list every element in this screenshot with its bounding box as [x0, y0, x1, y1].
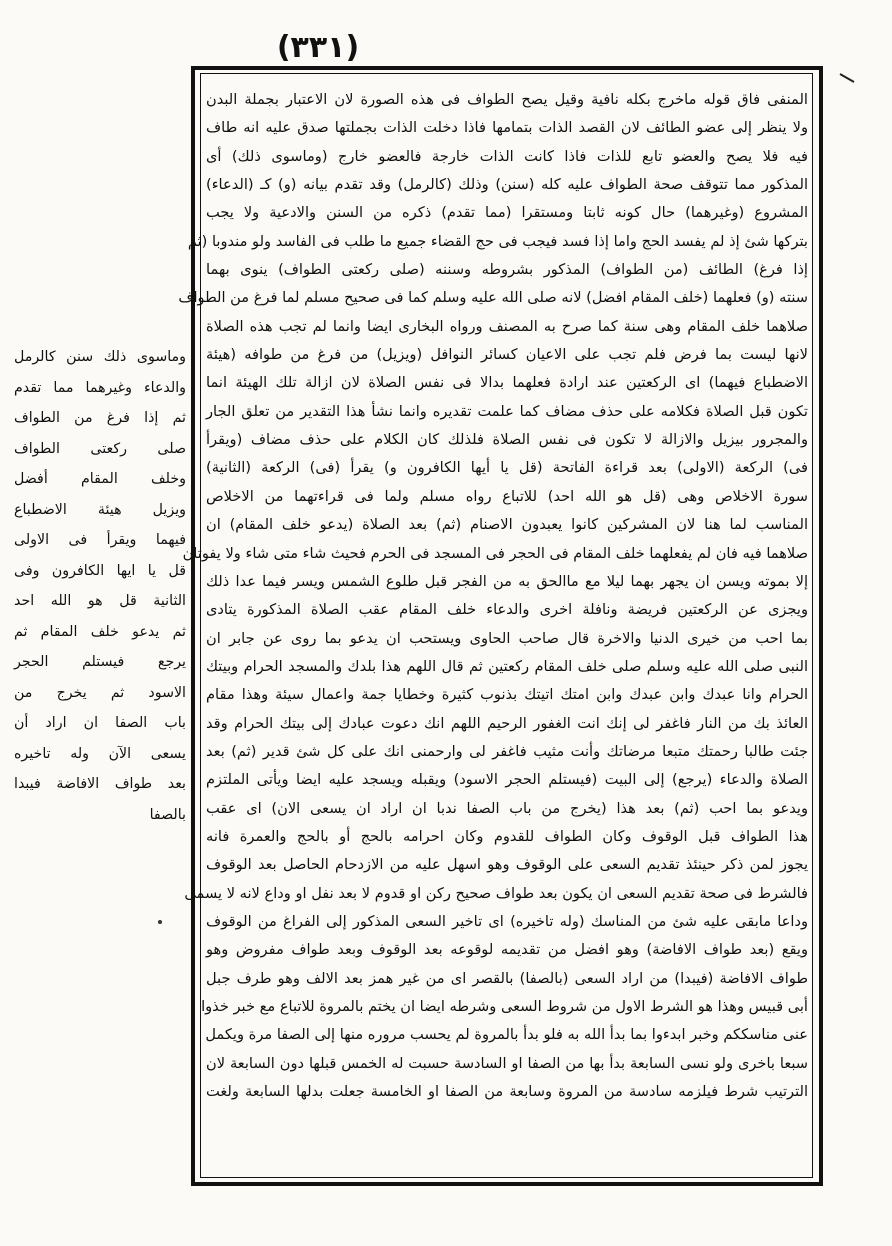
- text-line: إلا بموته ويسن ان يجهر بهما ليلا مع ماالحق به من الفجر قبل طلوع الشمس ويسر فيما عدا ذلك: [206, 572, 808, 590]
- margin-line: فيهما ويقرأ فى الاولى: [14, 532, 186, 548]
- text-line: فى) الركعة (الاولى) بعد قراءة الفاتحة (قل يا أيها الكافرون و) يقرأ (فى) الركعة (الثانية): [206, 459, 808, 477]
- text-line: المذكور مما تتوقف صحة الطواف عليه كله (سنن) وذلك (كالرمل) وقد تقدم بيانه (و) كـ (الدعاء): [206, 176, 808, 194]
- main-commentary-text: [178, 86, 808, 1172]
- margin-line: بعد طواف الافاضة فيبدا: [14, 776, 186, 792]
- text-line: لانها ليست بما فرض فلم تجب على الاعيان كسائر النوافل (ويزيل) من فرغ من طوافه (هيئة: [206, 346, 808, 364]
- text-line: الحرام وانا عبدك وابن عبدك وابن امتك اتيتك بذنوب كثيرة وخطايا جمة واعمال سيئة وهذا مقام: [206, 686, 808, 704]
- text-line: سبعا باخرى ولو نسى السابعة بدأ بها من الصفا او السادسة حسبت له الخمس قبلها دون السابعة لان: [206, 1054, 808, 1072]
- text-line: عنى مناسككم وخبر ابدءوا بما بدأ الله به فلو بدأ بالمروة لم يحسب مروره منها إلى الصفا مرة ويكمل: [205, 1026, 808, 1044]
- text-line: ويجزى عن الركعتين فريضة ونافلة اخرى والدعاء خلف المقام عقب الصلاة المذكورة يتادى: [206, 601, 808, 619]
- text-line: ويقع (بعد طواف الافاضة) وهو افضل من تقديمه لوقوعه بعد الوقوف وبعد طواف مفروض وهو: [206, 941, 808, 959]
- text-line: هذا الطواف قبل الوقوف وكان الطواف للقدوم وكان احرامه بالحج أو بالحج والعمرة فانه: [206, 827, 808, 845]
- text-line: بتركها شئ إذ لم يفسد الحج واما إذا فسد فيجب فى حج القضاء جميع ما طلب فى الفاسد ولو مندوبا (ثم: [187, 232, 808, 250]
- text-line: الاضطباع فيهما) اى الركعتين عند ارادة فعلهما بدالا فى نفس الصلاة لان ازالة تلك الهيئة انما: [206, 374, 808, 392]
- margin-line: الثانية قل هو الله احد: [14, 593, 186, 609]
- margin-line: وماسوى ذلك سنن كالرمل: [14, 349, 186, 365]
- text-line: العائذ بك من النار فاغفر لى إنك انت الغفور الرحيم اللهم انك دعوت عبادك إلى بيتك الحرام وقد: [206, 714, 808, 732]
- text-line: المشروع (وغيرهما) حال كونه ثابتا ومستقرا (مما تقدم) ذكره من السنن والادعية ولا يجب: [206, 204, 808, 222]
- text-line: ويدعو بما احب (ثم) بعد هذا (يخرج من باب الصفا ندبا ان اراد ان يسعى الان) اى عقب: [206, 799, 808, 817]
- text-line: صلاهما فيه فان لم يفعلهما خلف المقام فى الحجر فى المسجد فى الحرم فحيث شاء متى شاء ولا يفوتان: [182, 544, 808, 562]
- text-line: المناسب لما هنا لان المشركين كانوا يعبدون الاصنام (ثم) بعد الصلاة (يدعو خلف المقام) ان: [206, 516, 808, 534]
- text-line: تكون قبل الصلاة فكلامه على حذف مضاف كما علمت تقديره وانما نشأ هذا التقدير من تعلق الجار: [206, 402, 808, 420]
- text-line: فالشرط فى صحة تقديم السعى ان يكون بعد طواف صحيح ركن او قدوم لا بعد نفل او وداع لانه لا يسمى: [184, 884, 808, 902]
- margin-matn-text: [14, 342, 186, 823]
- margin-line: باب الصفا ان اراد أن: [14, 715, 186, 731]
- text-line: الصلاة والدعاء (يرجع) إلى البيت (فيستلم الحجر الاسود) ويقبله ويسجد عليه ايضا ويأتى الملتزم: [206, 771, 808, 789]
- corner-tick-mark: [838, 72, 858, 86]
- text-line: إذا فرغ) الطائف (من الطواف) المذكور بشروطه وسننه (صلى ركعتى الطواف) ينوى بهما: [206, 261, 808, 279]
- text-line: الترتيب شرط فيلزمه سادسة من المروة وسابعة من الصفا او الخامسة جعلت بدلها السابعة ولغت: [206, 1083, 808, 1101]
- margin-line: ثم يدعو خلف المقام ثم: [14, 623, 186, 640]
- text-line: أبى قبيس وهذا هو الشرط الاول من شروط السعى وشرطه ايضا ان يختم بالمروة للاتباع مع خبر خذوا: [201, 998, 808, 1015]
- text-line: بما احب من خيرى الدنيا والاخرة قال صاحب الحاوى ويستحب ان يدعو بما روى عن جابر ان: [206, 629, 808, 647]
- text-line: طواف الافاضة (فيبدا) من اراد السعى (بالصفا) بالقصر اى من غير همز بعد الالف وهو طرف جبل: [206, 969, 808, 987]
- margin-line: صلى ركعتى الطواف: [14, 440, 186, 457]
- margin-line: قل يا ايها الكافرون وفى: [14, 562, 186, 579]
- margin-line: ويزيل هيئة الاضطباع: [14, 501, 186, 518]
- text-line: وداعا مابقى عليه شئ من المناسك (وله تاخيره) اى تاخير السعى المذكور إلى الفراغ من الوقوف: [206, 912, 808, 930]
- text-line: سورة الاخلاص وهى (قل هو الله احد) للاتباع رواه مسلم ولما فى قراءتهما من الاخلاص: [206, 487, 808, 505]
- margin-line: بالصفا: [149, 806, 186, 823]
- margin-line: وخلف المقام أفضل: [14, 471, 186, 487]
- text-line: المنفى فاق قوله ماخرج بكله نافية وقيل يصح الطواف فى هذه الصورة لان الاعتبار بجملة البدن: [206, 91, 808, 108]
- text-line: والمجرور بيزيل والازالة لا تكون فى نفس الصلاة فلذلك كان الكلام على حذف مضاف (ويقرأ: [206, 431, 808, 449]
- margin-line: الاسود ثم يخرج من: [14, 684, 186, 701]
- margin-line: ثم إذا فرغ من الطواف: [14, 410, 186, 426]
- text-line: يجوز لمن ذكر حينئذ تقديم السعى على الوقوف وهو اسهل عليه من الازدحام الحاصل بعد الوقوف: [206, 856, 808, 874]
- page-number: (٣٣١): [276, 30, 360, 65]
- text-line: صلاهما خلف المقام وهى سنة كما صرح به المصنف ورواه البخارى ايضا وانما لم تجب هذه الصلاة: [206, 317, 808, 335]
- margin-line: يرجع فيستلم الحجر: [14, 654, 186, 670]
- text-line: سنته (و) فعلهما (خلف المقام افضل) لانه صلى الله عليه وسلم كما فى صحيح مسلم لما فرغ من الطواف: [178, 289, 808, 307]
- margin-dot: [158, 920, 162, 924]
- margin-line: يسعى الآن وله تاخيره: [14, 745, 186, 762]
- text-line: جئت طالبا رحمتك متبعا مرضاتك وأنت مثيب فاغفر لى وارحمنى انك على كل شئ قدير (ثم) بعد: [206, 742, 808, 760]
- text-line: فيه فلا يصح والعضو تابع للذات فاذا كانت الذات خارجة فالعضو خارج (وماسوى ذلك) أى: [206, 147, 808, 165]
- text-line: النبى صلى الله عليه وسلم صلى خلف المقام ركعتين ثم قال اللهم هذا بلدك والمسجد الحرام وبيتك: [206, 657, 808, 675]
- margin-line: والدعاء وغيرهما مما تقدم: [14, 379, 186, 396]
- text-line: ولا ينظر إلى عضو الطائف لان القصد الذات بتمامها فاذا دخلت الذات بجملتها صدق عليه انه طاف: [206, 119, 808, 137]
